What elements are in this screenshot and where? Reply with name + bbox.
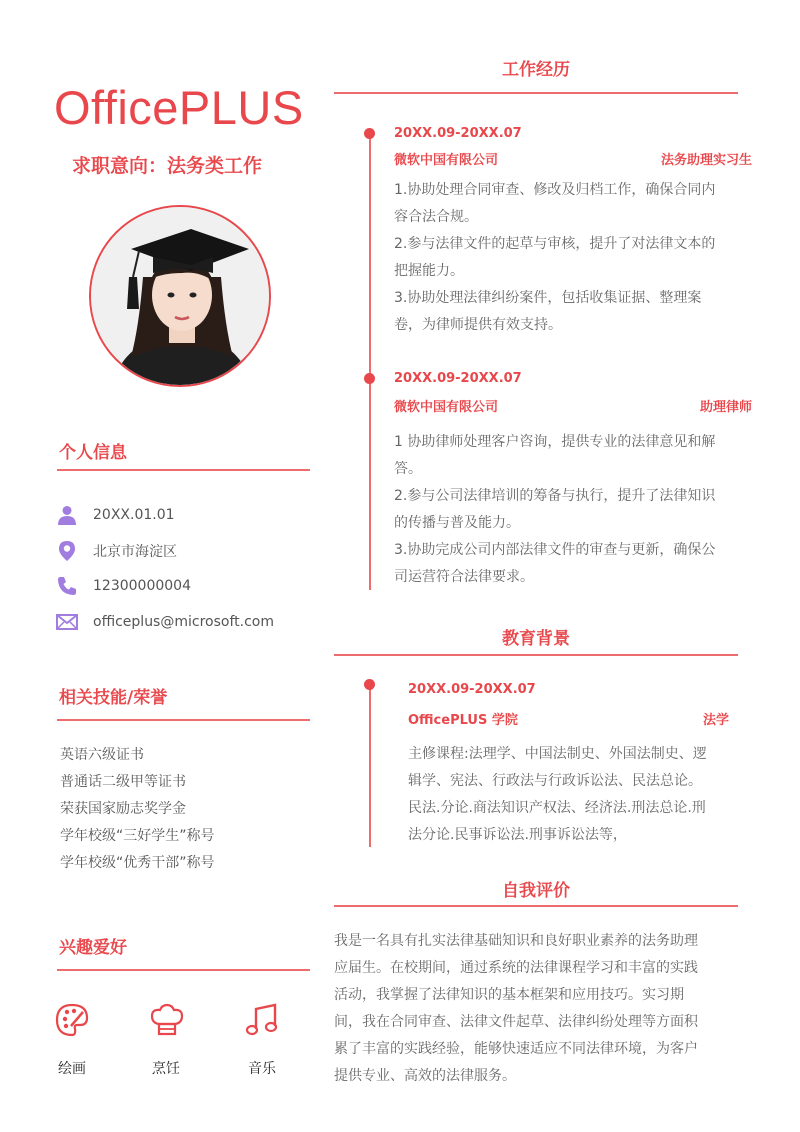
divider: [334, 905, 738, 907]
timeline-dot: [364, 373, 375, 384]
edu-school: OfficePLUS 学院: [408, 713, 518, 728]
hobby-label: 烹饪: [152, 1061, 180, 1077]
section-title-self: 自我评价: [502, 881, 570, 901]
skill-item: 学年校级“优秀干部”称号: [60, 855, 215, 871]
email: officeplus@microsoft.com: [93, 614, 274, 630]
description-line: 把握能力。: [394, 263, 464, 279]
person-icon: [54, 503, 80, 527]
info-phone: [54, 574, 191, 598]
info-location: [54, 539, 177, 563]
work-role: 法务助理实习生: [660, 153, 752, 168]
music-note-icon: [242, 1000, 282, 1040]
work-date: 20XX.09-20XX.07: [394, 126, 522, 141]
description-line: 1.协助处理合同审查、修改及归档工作，确保合同内: [394, 182, 716, 198]
description-line: 应届生。在校期间，通过系统的法律课程学习和丰富的实践: [334, 960, 698, 976]
divider: [57, 969, 310, 971]
info-email: [54, 610, 274, 634]
divider: [57, 719, 310, 721]
description-line: 活动，我掌握了法律知识的基本框架和应用技巧。实习期: [334, 987, 684, 1003]
description-line: 民法.分论.商法知识产权法、经济法.刑法总论.刑: [408, 800, 706, 816]
hobby-label: 音乐: [248, 1061, 276, 1077]
description-line: 间，我在合同审查、法律文件起草、法律纠纷处理等方面积: [334, 1014, 698, 1030]
section-title-personal: 个人信息: [59, 443, 127, 463]
chef-hat-icon: [147, 1000, 187, 1040]
timeline-dot: [364, 128, 375, 139]
description-line: 辑学、宪法、行政法与行政诉讼法、民法总论。: [408, 773, 702, 789]
work-description: [394, 429, 744, 591]
skill-item: 荣获国家励志奖学金: [60, 801, 186, 817]
description-line: 3.协助处理法律纠纷案件，包括收集证据、整理案: [394, 290, 702, 306]
description-line: 我是一名具有扎实法律基础知识和良好职业素养的法务助理: [334, 933, 698, 949]
edu-major: 法学: [702, 713, 729, 728]
work-description: [394, 177, 744, 339]
divider: [57, 469, 310, 471]
description-line: 1 协助律师处理客户咨询，提供专业的法律意见和解: [394, 434, 716, 450]
location: 北京市海淀区: [93, 544, 177, 560]
edu-date: 20XX.09-20XX.07: [408, 682, 536, 697]
description-line: 2.参与法律文件的起草与审核，提升了对法律文本的: [394, 236, 716, 252]
skill-item: 英语六级证书: [60, 747, 144, 763]
description-line: 法分论.民事诉讼法.刑事诉讼法等，: [408, 827, 627, 843]
skill-item: 学年校级“三好学生”称号: [60, 828, 215, 844]
work-role: 助理律师: [699, 400, 752, 415]
location-pin-icon: [54, 539, 80, 563]
phone: 12300000004: [93, 578, 191, 594]
divider: [334, 92, 738, 94]
edu-description: [408, 741, 743, 849]
description-line: 的传播与普及能力。: [394, 515, 520, 531]
skills-list: [60, 742, 215, 877]
self-evaluation: [334, 928, 744, 1090]
description-line: 2.参与公司法律培训的筹备与执行，提升了法律知识: [394, 488, 716, 504]
envelope-icon: [54, 610, 80, 634]
description-line: 主修课程:法理学、中国法制史、外国法制史、逻: [408, 746, 707, 762]
profile-photo: [89, 205, 271, 387]
divider: [334, 654, 738, 656]
timeline-line: [369, 133, 371, 590]
skill-item: 普通话二级甲等证书: [60, 774, 186, 790]
work-company: 微软中国有限公司: [394, 153, 499, 168]
job-objective: 求职意向：法务类工作: [72, 155, 263, 177]
description-line: 答。: [394, 461, 422, 477]
section-title-education: 教育背景: [502, 629, 570, 649]
description-line: 提供专业、高效的法律服务。: [334, 1068, 516, 1084]
hobby-label: 绘画: [58, 1061, 86, 1077]
section-title-work: 工作经历: [502, 60, 570, 80]
description-line: 3.协助完成公司内部法律文件的审查与更新，确保公: [394, 542, 716, 558]
work-company: 微软中国有限公司: [394, 400, 499, 415]
section-title-hobbies: 兴趣爱好: [59, 938, 127, 958]
info-birth: [54, 503, 175, 527]
timeline-dot: [364, 679, 375, 690]
brand-title: OfficePLUS: [54, 81, 304, 134]
section-title-skills: 相关技能/荣誉: [59, 688, 168, 708]
description-line: 容合法合规。: [394, 209, 478, 225]
description-line: 累了丰富的实践经验，能够快速适应不同法律环境，为客户: [334, 1041, 698, 1057]
palette-icon: [52, 1000, 92, 1040]
work-date: 20XX.09-20XX.07: [394, 371, 522, 386]
timeline-line: [369, 687, 371, 847]
phone-icon: [54, 574, 80, 598]
description-line: 司运营符合法律要求。: [394, 569, 534, 585]
birth-date: 20XX.01.01: [93, 507, 175, 523]
description-line: 卷，为律师提供有效支持。: [394, 317, 562, 333]
graduate-portrait-icon: [91, 207, 271, 387]
